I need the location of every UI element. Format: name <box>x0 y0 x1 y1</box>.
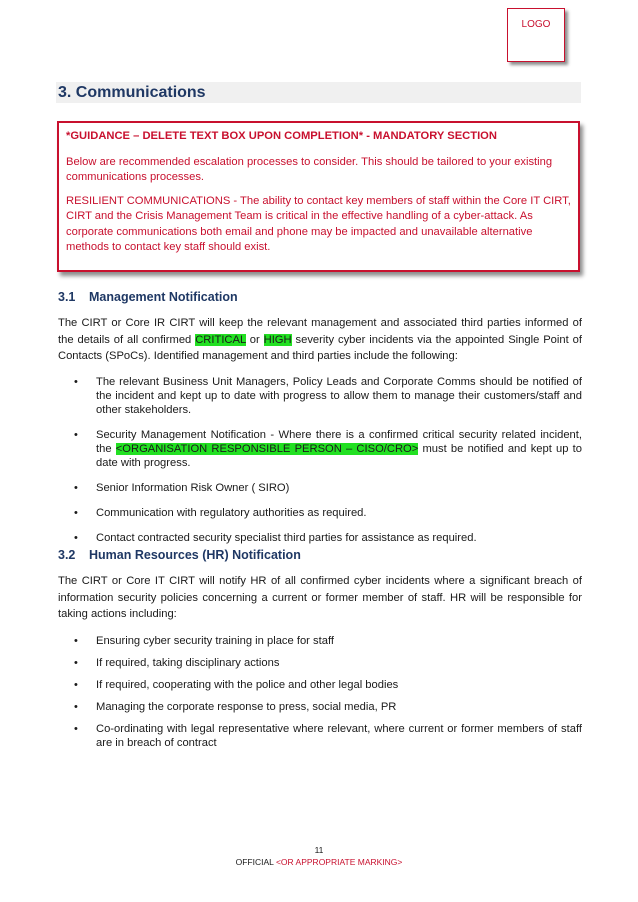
bullet-icon: • <box>74 429 78 441</box>
guidance-paragraph: Below are recommended escalation processes to consider. This should be tailored to your existing communications processes. <box>66 155 553 183</box>
list-item <box>58 428 582 470</box>
subheading-number: 3.1 <box>58 290 76 304</box>
list-item-text: Senior Information Risk Owner ( SIRO) <box>96 482 290 494</box>
list-item-text: Ensuring cyber security training in place for staff <box>96 635 334 647</box>
list-item-text: The relevant Business Unit Managers, Policy Leads and Corporate Comms should be notified of the incident and kept up to date with progress to allow them to manage their customers/staff and other stakeholders. <box>96 376 582 416</box>
intro-text: severity cyber incidents via the appointed Single Point of Contacts (SPoCs). Identified management and third parties include the following: <box>58 333 582 362</box>
list-item-text: must be notified and kept up to date with progress. <box>96 443 582 469</box>
bullet-icon: • <box>74 701 78 713</box>
section-title: 3. Communications <box>56 82 581 103</box>
logo-placeholder: LOGO <box>507 8 565 62</box>
highlight-critical: CRITICAL <box>195 333 246 346</box>
list-item-text: If required, cooperating with the police and other legal bodies <box>96 679 399 691</box>
list-item <box>58 375 582 417</box>
bullet-icon: • <box>74 376 78 388</box>
list-item <box>58 722 582 750</box>
list-item <box>58 656 582 670</box>
guidance-box <box>57 121 580 272</box>
list-item-text: Co-ordinating with legal representative where relevant, where current or former members of staff are in breach of contract <box>96 723 582 749</box>
guidance-title: *GUIDANCE – DELETE TEXT BOX UPON COMPLETION* - MANDATORY SECTION <box>66 130 497 142</box>
intro-text: or <box>245 333 264 346</box>
bullet-icon: • <box>74 723 78 735</box>
bullet-icon: • <box>74 635 78 647</box>
list-item <box>58 481 582 495</box>
list-item <box>58 634 582 648</box>
hr-intro-paragraph: The CIRT or Core IT CIRT will notify HR of all confirmed cyber incidents where a significant breach of information security policies concerning a current or former member of staff. HR will be responsible for taking actions including: <box>58 575 582 620</box>
management-intro-paragraph <box>58 315 582 365</box>
list-item <box>58 678 582 692</box>
bullet-icon: • <box>74 482 78 494</box>
list-item-text: Communication with regulatory authorities as required. <box>96 507 367 519</box>
intro-text: The CIRT or Core IR CIRT will keep the relevant management and associated third parties informed of the details of all confirmed <box>58 317 582 346</box>
subheading-text: Human Resources (HR) Notification <box>89 548 301 562</box>
subheading-number: 3.2 <box>58 548 76 562</box>
marking-placeholder: <OR APPROPRIATE MARKING> <box>275 857 403 867</box>
list-item-text: Security Management Notification - Where there is a confirmed critical security related incident, the <box>96 429 582 455</box>
subheading-hr-notification <box>58 548 301 562</box>
bullet-icon: • <box>74 679 78 691</box>
list-item <box>58 506 582 520</box>
bullet-icon: • <box>74 657 78 669</box>
highlight-responsible-person: <ORGANISATION RESPONSIBLE PERSON – CISO/CRO> <box>115 443 419 455</box>
management-bullet-list <box>58 375 582 545</box>
subheading-text: Management Notification <box>89 290 238 304</box>
official-label: OFFICIAL <box>235 857 276 867</box>
guidance-resilient-paragraph: RESILIENT COMMUNICATIONS - The ability to contact key members of staff within the Core IT CIRT, CIRT and the Crisis Management Team is critical in the effective handling of a cyber-attack. As corporate communications both email and phone may be impacted and unavailable alternative methods to contact key staff should exist. <box>66 194 571 253</box>
hr-bullet-list <box>58 634 582 750</box>
bullet-icon: • <box>74 507 78 519</box>
page-number: 11 <box>314 845 324 855</box>
footer-marking <box>0 857 638 867</box>
list-item <box>58 700 582 714</box>
list-item <box>58 531 582 545</box>
subheading-management-notification <box>58 290 238 304</box>
list-item-text: Managing the corporate response to press, social media, PR <box>96 701 397 713</box>
highlight-high: HIGH <box>263 333 292 346</box>
list-item-text: If required, taking disciplinary actions <box>96 657 280 669</box>
list-item-text: Contact contracted security specialist third parties for assistance as required. <box>96 532 477 544</box>
bullet-icon: • <box>74 532 78 544</box>
